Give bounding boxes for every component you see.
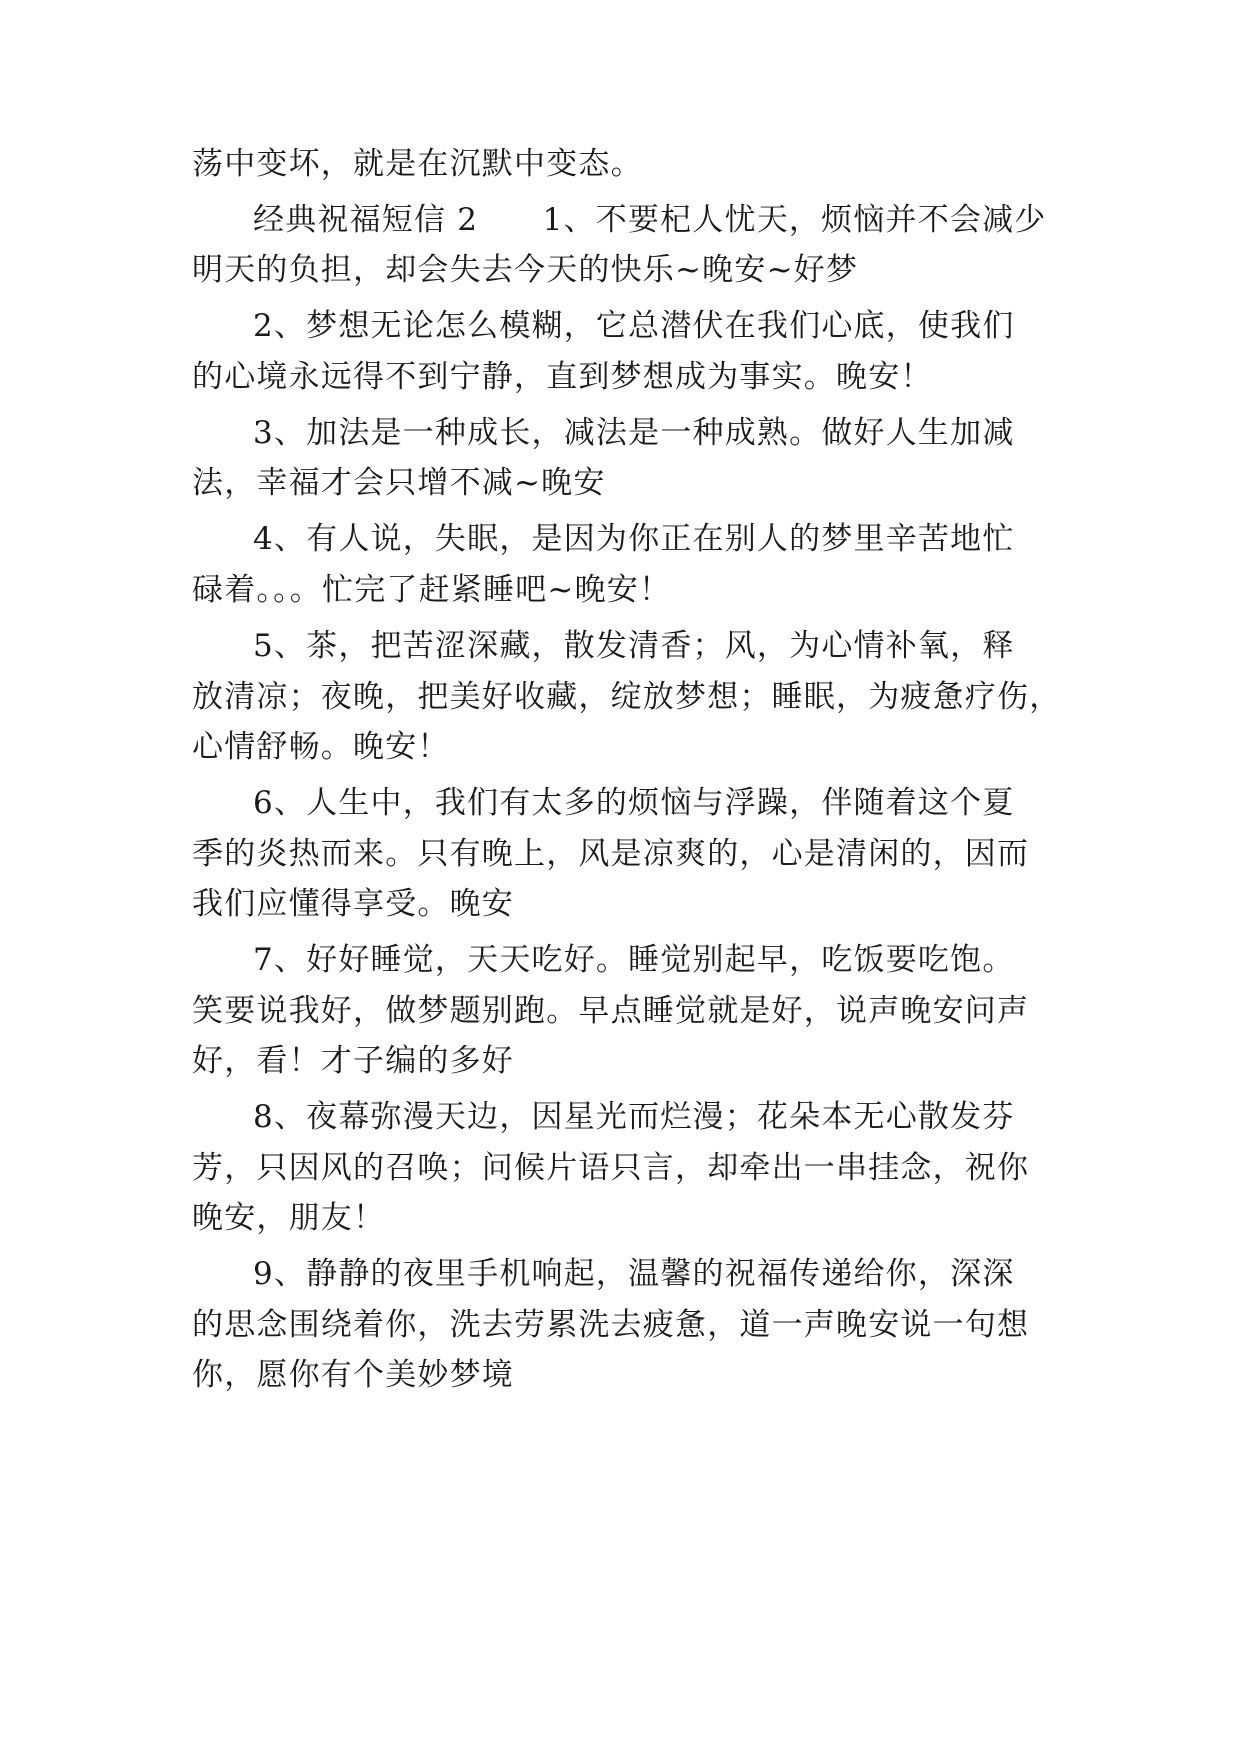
text-line: 晚安，朋友！: [192, 1200, 386, 1236]
text-line: 我们应懂得享受。晚安: [192, 886, 514, 922]
text-line: 8、夜幕弥漫天边，因星光而烂漫；花朵本无心散发芬: [253, 1099, 1015, 1135]
text-line: 的心境永远得不到宁静，直到梦想成为事实。晚安！: [192, 359, 933, 395]
text-line: 的思念围绕着你，洗去劳累洗去疲惫，道一声晚安说一句想: [192, 1307, 1030, 1343]
text-line: 荡中变坏，就是在沉默中变态。: [192, 146, 643, 182]
text-line: 2、梦想无论怎么模糊，它总潜伏在我们心底，使我们: [253, 308, 1015, 344]
text-line: 碌着。。。忙完了赶紧睡吧~晚安！: [192, 572, 672, 608]
text-line: 明天的负担，却会失去今天的快乐~晚安~好梦: [192, 252, 859, 288]
text-line: 法，幸福才会只增不减~晚安: [192, 465, 606, 501]
text-line: 9、静静的夜里手机响起，温馨的祝福传递给你，深深: [253, 1256, 1015, 1292]
text-line: 心情舒畅。晚安！: [192, 729, 450, 765]
text-line: 7、好好睡觉，天天吃好。睡觉别起早，吃饭要吃饱。: [253, 942, 1015, 978]
text-line: 芳，只因风的召唤；问候片语只言，却牵出一串挂念，祝你: [192, 1150, 1030, 1186]
text-line: 6、人生中，我们有太多的烦恼与浮躁，伴随着这个夏: [253, 785, 1015, 821]
text-line: 季的炎热而来。只有晚上，风是凉爽的，心是清闲的，因而: [192, 836, 1030, 872]
text-line: 放清凉；夜晚，把美好收藏，绽放梦想；睡眠，为疲惫疗伤，: [192, 679, 1062, 715]
text-line: 笑要说我好，做梦题别跑。早点睡觉就是好，说声晚安问声: [192, 993, 1030, 1029]
text-line: 4、有人说，失眠，是因为你正在别人的梦里辛苦地忙: [253, 521, 1015, 557]
text-line: 3、加法是一种成长，减法是一种成熟。做好人生加减: [253, 415, 1015, 451]
text-line: 5、茶，把苦涩深藏，散发清香；风，为心情补氧，释: [253, 628, 1015, 664]
text-line: 你，愿你有个美妙梦境: [192, 1357, 514, 1393]
text-line: 好，看！才子编的多好: [192, 1043, 514, 1079]
text-line: 经典祝福短信 2 1、不要杞人忧天，烦恼并不会减少: [253, 202, 1047, 238]
